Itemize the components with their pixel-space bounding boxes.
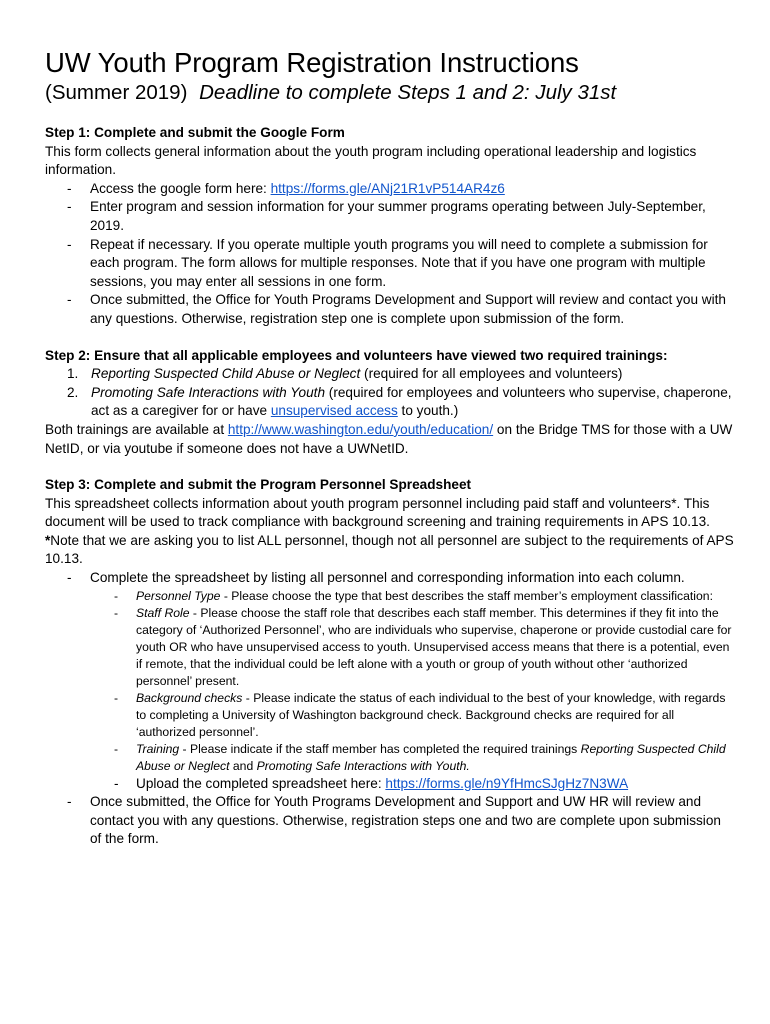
column-desc: - Please indicate the status of each individual to the best of your knowledge, with regards to completing a University of Washington background check. Background checks are required for all ‘authorized personnel’.: [136, 690, 726, 739]
google-form-link[interactable]: https://forms.gle/ANj21R1vP514AR4z6: [270, 180, 505, 196]
page-subtitle: [45, 80, 735, 106]
step2-list: [45, 365, 735, 421]
deadline-label: Deadline to complete Steps 1 and 2: July 31st: [199, 81, 617, 104]
step1-item1-text: Access the google form here:: [90, 180, 271, 196]
step2-heading: Step 2: Ensure that all applicable employees and volunteers have viewed two required trainings:: [45, 347, 668, 363]
column-desc: - Please choose the type that best describes the staff member’s employment classification:: [220, 588, 713, 603]
step3-section: [45, 476, 735, 849]
step3-note: [45, 532, 735, 569]
step1-heading: Step 1: Complete and submit the Google Form: [45, 125, 345, 140]
upload-text: Upload the completed spreadsheet here:: [136, 775, 386, 791]
column-title: Training: [136, 741, 180, 756]
footer-text: Both trainings are available at: [45, 421, 228, 437]
season-label: (Summer 2019): [45, 81, 188, 104]
column-desc: - Please choose the staff role that describes each staff member. This determines if they fit into the category of ‘Authorized Personnel’, who are individuals who supervise, chaperone or provide custodial care for youth OR who have unsupervised access to youth. Unsupervised access means that there is a potential, even if remote, that the individual could be left alone with a youth or group of youth without other ‘authorized personnel’ present.: [136, 605, 732, 688]
step3-heading: Step 3: Complete and submit the Program Personnel Spreadsheet: [45, 477, 472, 493]
list-item: - Once submitted, the Office for Youth Programs Development and Support will review and contact you with any questions. Otherwise, registration step one is complete upon submission of the form.: [45, 291, 735, 328]
list-item: - Enter program and session information for your summer programs operating between July-September, 2019.: [45, 198, 735, 235]
list-item: - Repeat if necessary. If you operate multiple youth programs you will need to complete a submission for each program. The form allows for multiple responses. Note that if you have one program with multiple sessions, you may enter all sessions in one form.: [45, 236, 735, 292]
column-title: Staff Role: [136, 605, 190, 620]
and-text: and: [229, 758, 257, 773]
spreadsheet-upload-link[interactable]: https://forms.gle/n9YfHmcSJgHz7N3WA: [385, 775, 629, 791]
training-desc: (required for all employees and volunteers): [360, 366, 623, 382]
column-title: Background checks: [136, 690, 243, 705]
list-item: [45, 741, 735, 775]
asterisk: *: [45, 532, 51, 548]
training-title: Reporting Suspected Child Abuse or Neglect: [91, 366, 361, 382]
training-desc-end: to youth.): [397, 403, 459, 419]
list-item: [45, 775, 735, 794]
list-item: - Once submitted, the Office for Youth Programs Development and Support and UW HR will review and contact you with any questions. Otherwise, registration steps one and two are complete upon submission of the form.: [45, 793, 735, 849]
step1-section: [45, 124, 735, 329]
list-item: [45, 180, 735, 199]
step3-list: [45, 569, 735, 588]
training-title: Promoting Safe Interactions with Youth.: [256, 758, 470, 773]
list-item: [45, 690, 735, 741]
column-desc: - Please indicate if the staff member has completed the required trainings: [179, 741, 581, 756]
page-title: UW Youth Program Registration Instructions: [45, 47, 579, 78]
unsupervised-access-link[interactable]: unsupervised access: [270, 403, 398, 419]
list-item: [45, 588, 735, 605]
training-title: Reporting Suspected Child Abuse or Neglect: [136, 741, 726, 773]
list-item: [45, 384, 735, 421]
footer-text-end: on the Bridge TMS for those with a UW NetID, or via youtube if someone does not have a UWNetID.: [45, 421, 733, 456]
training-desc: (required for employees and volunteers who supervise, chaperone, act as a caregiver for or have: [91, 384, 732, 419]
step2-footer: [45, 421, 735, 458]
step1-intro: This form collects general information about the youth program including operational leadership and logistics information.: [45, 143, 697, 178]
youth-education-link[interactable]: http://www.washington.edu/youth/education/: [227, 421, 494, 437]
step3-list-end: [45, 793, 735, 849]
step1-list: [45, 180, 735, 329]
note-text: Note that we are asking you to list ALL personnel, though not all personnel are subject to the requirements of APS 10.13.: [45, 532, 734, 567]
step2-section: [45, 347, 735, 459]
list-number: 2.: [67, 384, 79, 400]
list-item: [45, 605, 735, 690]
step3-intro: This spreadsheet collects information about youth program personnel including paid staff and volunteers*. This document will be used to track compliance with background screening and training requirements in APS 10.13.: [45, 495, 710, 530]
list-item: - Complete the spreadsheet by listing all personnel and corresponding information into each column.: [45, 569, 735, 588]
column-title: Personnel Type: [136, 588, 221, 603]
step3-sublist: [45, 588, 735, 794]
document-page: [45, 46, 735, 867]
training-title: Promoting Safe Interactions with Youth: [91, 384, 326, 400]
list-number: 1.: [67, 366, 79, 382]
list-item: [45, 365, 735, 384]
